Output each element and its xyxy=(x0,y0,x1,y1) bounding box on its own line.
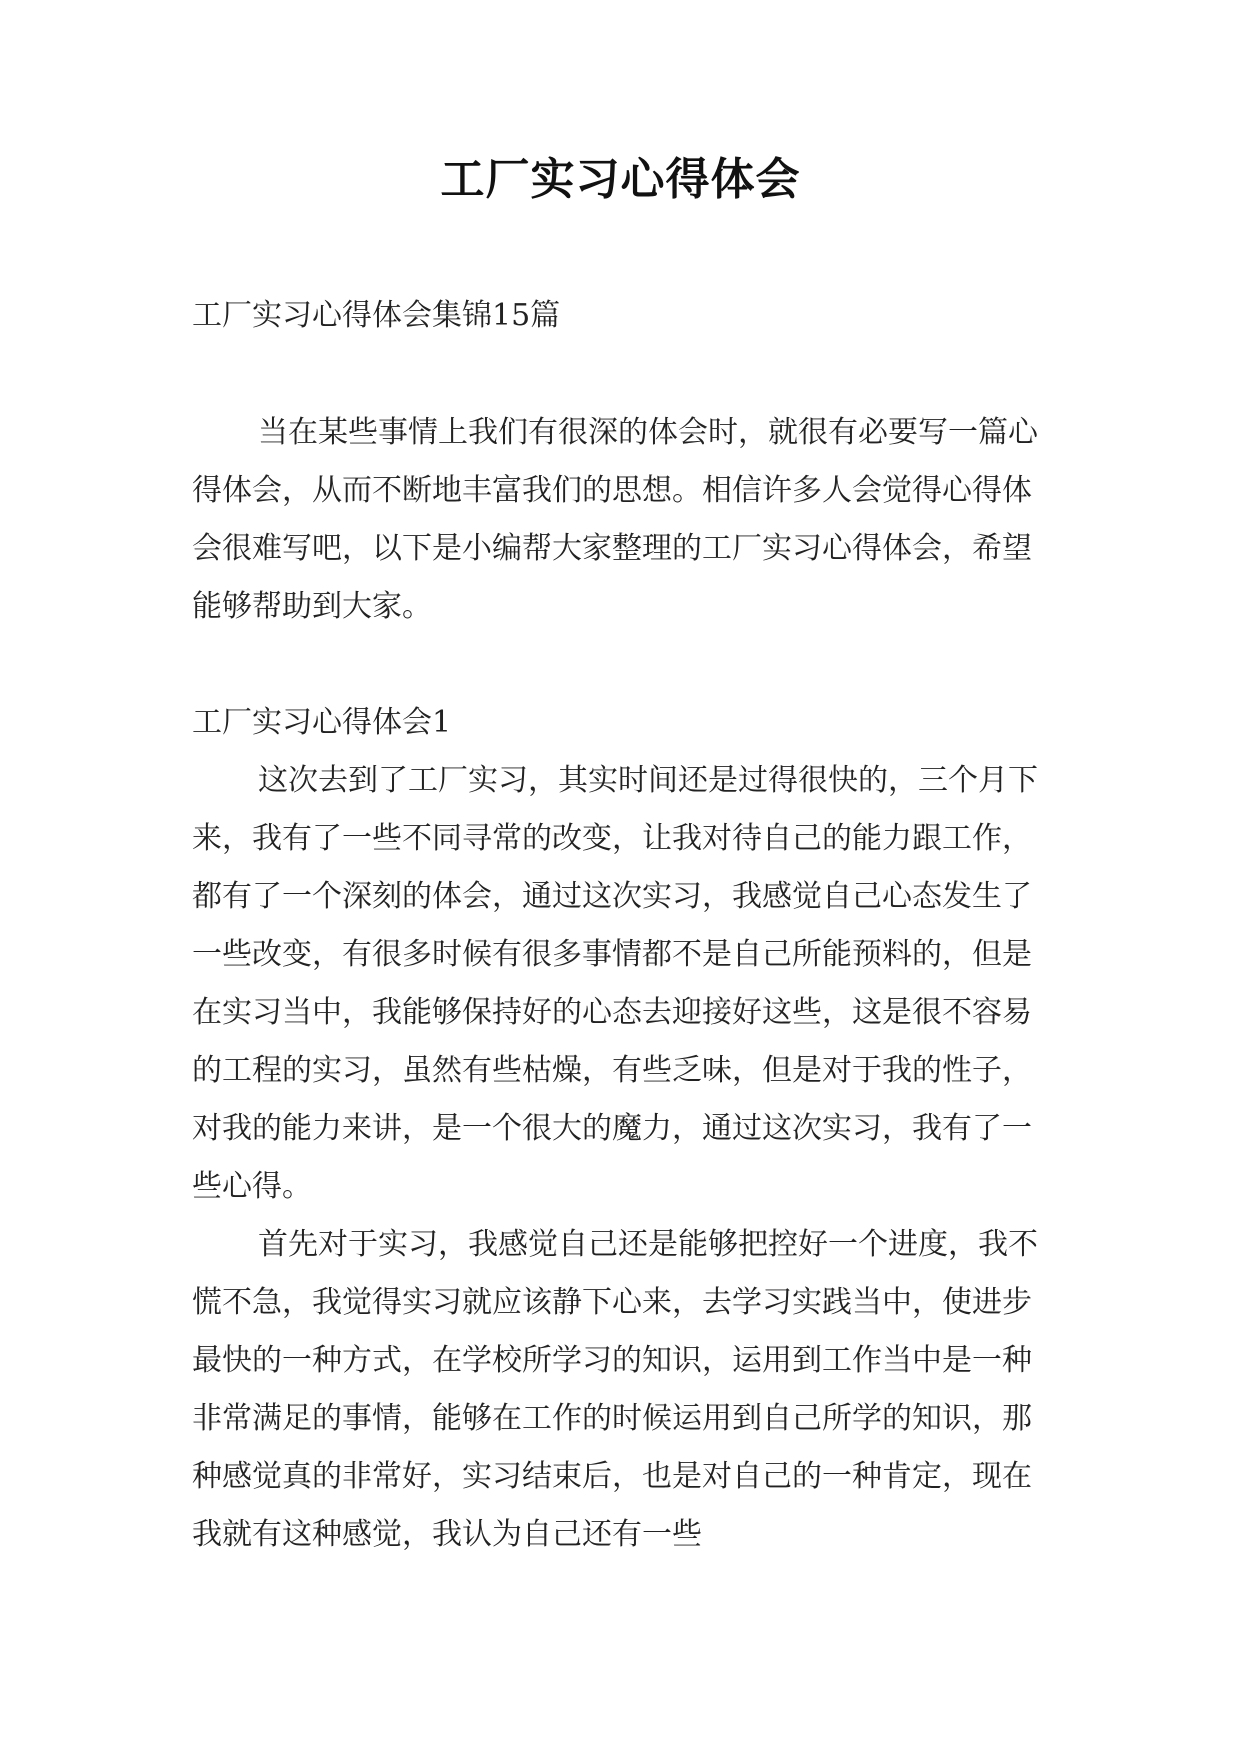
body-paragraph: 首先对于实习，我感觉自己还是能够把控好一个进度，我不慌不急，我觉得实习就应该静下心来，去学习实践当中，使进步最快的一种方式，在学校所学习的知识，运用到工作当中是一种非常满足的事情，能够在工作的时候运用到自己所学的知识，那种感觉真的非常好，实习结束后，也是对自己的一种肯定，现在我就有这种感觉，我认为自己还有一些 xyxy=(192,1227,1038,1552)
document-subtitle: 工厂实习心得体会集锦15篇 xyxy=(192,298,561,333)
body-paragraph: 这次去到了工厂实习，其实时间还是过得很快的，三个月下来，我有了一些不同寻常的改变，让我对待自己的能力跟工作，都有了一个深刻的体会，通过这次实习，我感觉自己心态发生了一些改变，有很多时候有很多事情都不是自己所能预料的，但是在实习当中，我能够保持好的心态去迎接好这些，这是很不容易的工程的实习，虽然有些枯燥，有些乏味，但是对于我的性子，对我的能力来讲，是一个很大的魔力，通过这次实习，我有了一些心得。 xyxy=(192,763,1038,1204)
section-heading: 工厂实习心得体会1 xyxy=(192,705,452,740)
intro-paragraph: 当在某些事情上我们有很深的体会时，就很有必要写一篇心得体会，从而不断地丰富我们的思想。相信许多人会觉得心得体会很难写吧，以下是小编帮大家整理的工厂实习心得体会，希望能够帮助到大家。 xyxy=(192,415,1038,624)
document-title: 工厂实习心得体会 xyxy=(440,154,801,205)
